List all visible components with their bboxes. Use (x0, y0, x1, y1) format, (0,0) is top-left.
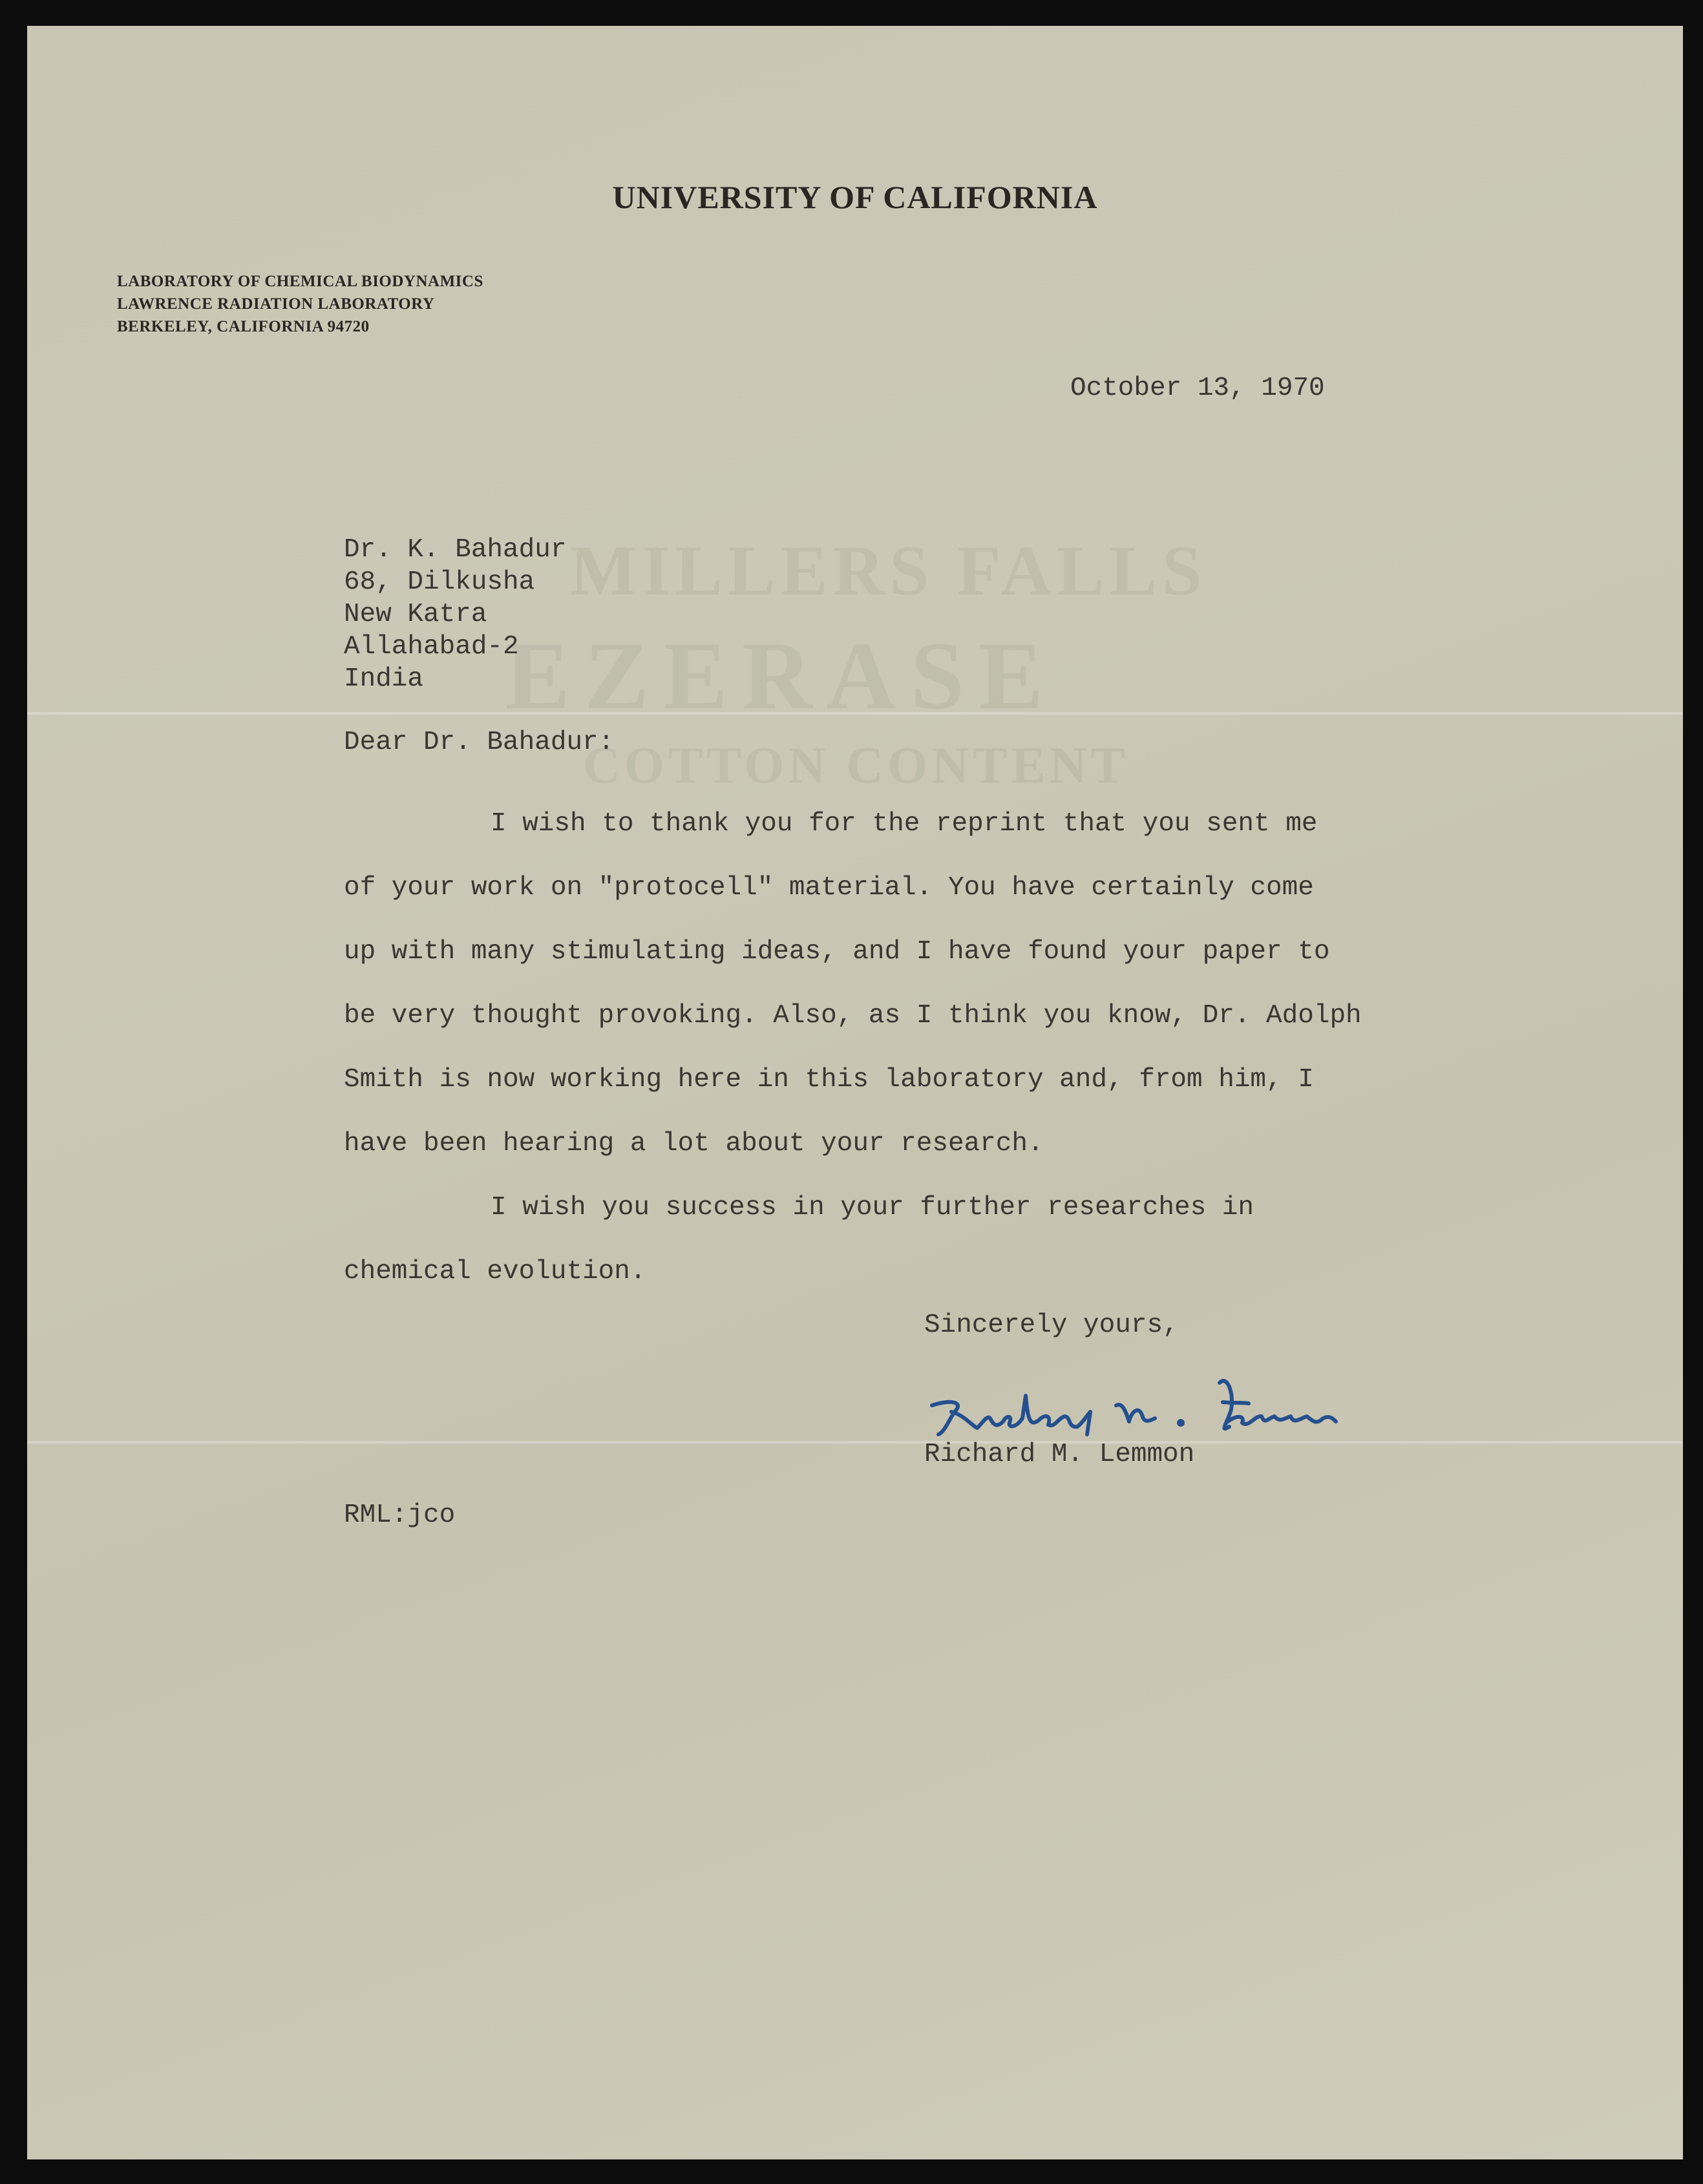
address-line: India (344, 664, 424, 694)
letter-body (344, 792, 1507, 1304)
department-line: BERKELEY, CALIFORNIA 94720 (117, 318, 370, 335)
body-line: of your work on "protocell" material. You have certainly come (344, 873, 1314, 903)
department-line: LABORATORY OF CHEMICAL BIODYNAMICS (117, 273, 483, 290)
watermark: MILLERS FALLS (570, 531, 1207, 610)
closing: Sincerely yours, (924, 1310, 1179, 1340)
letterhead-department (117, 270, 483, 338)
body-line: chemical evolution. (344, 1257, 646, 1286)
letter-page (27, 26, 1683, 2159)
address-line: New Katra (344, 600, 487, 629)
recipient-address (344, 534, 566, 695)
body-line: I wish you success in your further researches in (491, 1193, 1254, 1223)
body-line: up with many stimulating ideas, and I have found your paper to (344, 937, 1330, 967)
address-line: 68, Dilkusha (344, 567, 535, 597)
department-line: LAWRENCE RADIATION LABORATORY (117, 295, 435, 313)
address-line: Allahabad-2 (344, 632, 519, 662)
fold-line (27, 1441, 1683, 1444)
watermark: EZERASE (505, 622, 1058, 730)
letter-date: October 13, 1970 (1070, 373, 1325, 403)
body-line: have been hearing a lot about your research. (344, 1129, 1044, 1159)
watermark: COTTON CONTENT (583, 737, 1129, 794)
salutation: Dear Dr. Bahadur: (344, 728, 615, 757)
reference-initials: RML:jco (344, 1500, 456, 1530)
handwritten-signature (926, 1376, 1391, 1447)
body-line: I wish to thank you for the reprint that you sent me (491, 809, 1318, 839)
body-line: be very thought provoking. Also, as I think you know, Dr. Adolph (344, 1001, 1362, 1031)
address-line: Dr. K. Bahadur (344, 535, 567, 565)
signer-name: Richard M. Lemmon (924, 1440, 1195, 1469)
letterhead-title: UNIVERSITY OF CALIFORNIA (612, 179, 1098, 215)
body-line: Smith is now working here in this laboratory and, from him, I (344, 1065, 1314, 1095)
